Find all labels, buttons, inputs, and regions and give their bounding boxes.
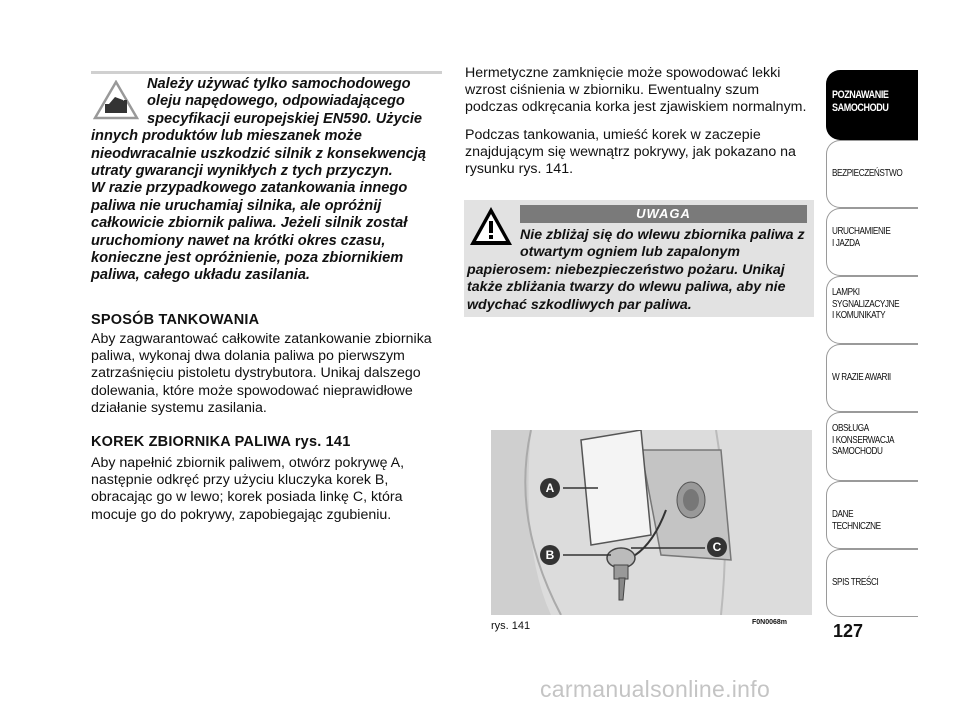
fuel-cap-heading: KOREK ZBIORNIKA PALIWA rys. 141 [91,434,351,450]
tab-dane-techniczne[interactable] [826,481,918,549]
label-c: C [712,540,722,554]
tab-label: OBSŁUGA I KONSERWACJA SAMOCHODU [832,423,895,457]
tab-label: URUCHAMIENIE I JAZDA [832,226,891,249]
tab-label: POZNAWANIE SAMOCHODU [832,89,889,114]
tab-label: BEZPIECZEŃSTWO [832,168,903,179]
figure-code: F0N0068m [752,619,788,626]
diesel-note [91,76,437,285]
warning-header: UWAGA [520,205,807,223]
label-b: B [545,548,555,562]
warning-text: Nie zbliżaj się do wlewu zbiornika paliwa z otwartym ogniem lub zapalonym papierosem: niebezpieczeństwo pożaru. Unikaj także zbliżania twarzy do wlewu paliwa, aby nie wdychać szkodliwych par paliwa. [467,227,805,313]
tab-label: DANE TECHNICZNE [832,509,881,532]
figure-caption: rys. 141 [491,620,531,632]
label-b-marker [540,545,560,565]
cap-placement-paragraph: Podczas tankowania, umieść korek w zaczepie znajdującym się wewnątrz pokrywy, jak pokazano na rysunku rys. 141. [465,127,796,178]
refuelling-body: Aby zagwarantować całkowite zatankowanie zbiornika paliwa, wykonaj dwa dolania paliwa po pierwszym zatrzaśnięciu pistoletu dystrybutora. Unikaj dalszego dolewania, które może spowodować nieprawidłowe działanie systemu zasilania. [91,331,432,416]
refuelling-heading: SPOSÓB TANKOWANIA [91,312,260,328]
tab-label: SPIS TREŚCI [832,577,879,588]
fuel-cap-illustration [491,430,812,615]
diesel-note-text-2: W razie przypadkowego zatankowania innego paliwa nie uruchamiaj silnika, ale opróżnij całkowicie zbiornik paliwa. Jeżeli silnik został uruchomiony nawet na krótki okres czasu, konieczne jest opróżnienie, poza zbiornikiem paliwa, całego układu zasilania. [91,180,408,284]
watermark: carmanualsonline.info [540,676,771,702]
top-divider [91,71,442,74]
tab-w-razie-awarii[interactable] [826,344,918,412]
tab-label: LAMPKI SYGNALIZACYJNE I KOMUNIKATY [832,287,900,321]
tab-uruchamienie-i-jazda[interactable] [826,208,918,276]
pressure-paragraph: Hermetyczne zamknięcie może spowodować lekki wzrost ciśnienia w zbiorniku. Ewentualny szum podczas odkręcania korka jest zjawiskiem normalnym. [465,65,807,116]
label-a-marker [540,478,560,498]
page-number: 127 [833,621,864,641]
tab-obsluga-i-konserwacja[interactable] [826,412,918,481]
label-c-marker [707,537,727,557]
label-a: A [545,481,555,495]
tab-bezpieczenstwo[interactable] [826,140,918,208]
fuel-cap-body: Aby napełnić zbiornik paliwem, otwórz pokrywę A, następnie odkręć przy użyciu kluczyka korek B, obracając go w lewo; korek posiada linkę C, która mocuje go do pokrywy, zapobiegając zgubieniu. [91,455,405,523]
diesel-note-text: Należy używać tylko samochodowego oleju napędowego, odpowiadającego specyfikacji europejskiej EN590. Użycie innych produktów lub mieszanek może nieodwracalnie uszkodzić silnik z konsekwencją utraty gwarancji wynikłych z tych przyczyn. [91,76,426,180]
tab-poznawanie-samochodu[interactable] [826,70,918,140]
tab-label: W RAZIE AWARII [832,372,891,383]
warning-text-block [467,227,811,314]
tab-lampki-sygnalizacyjne[interactable] [826,276,918,344]
tab-spis-tresci[interactable] [826,549,918,617]
